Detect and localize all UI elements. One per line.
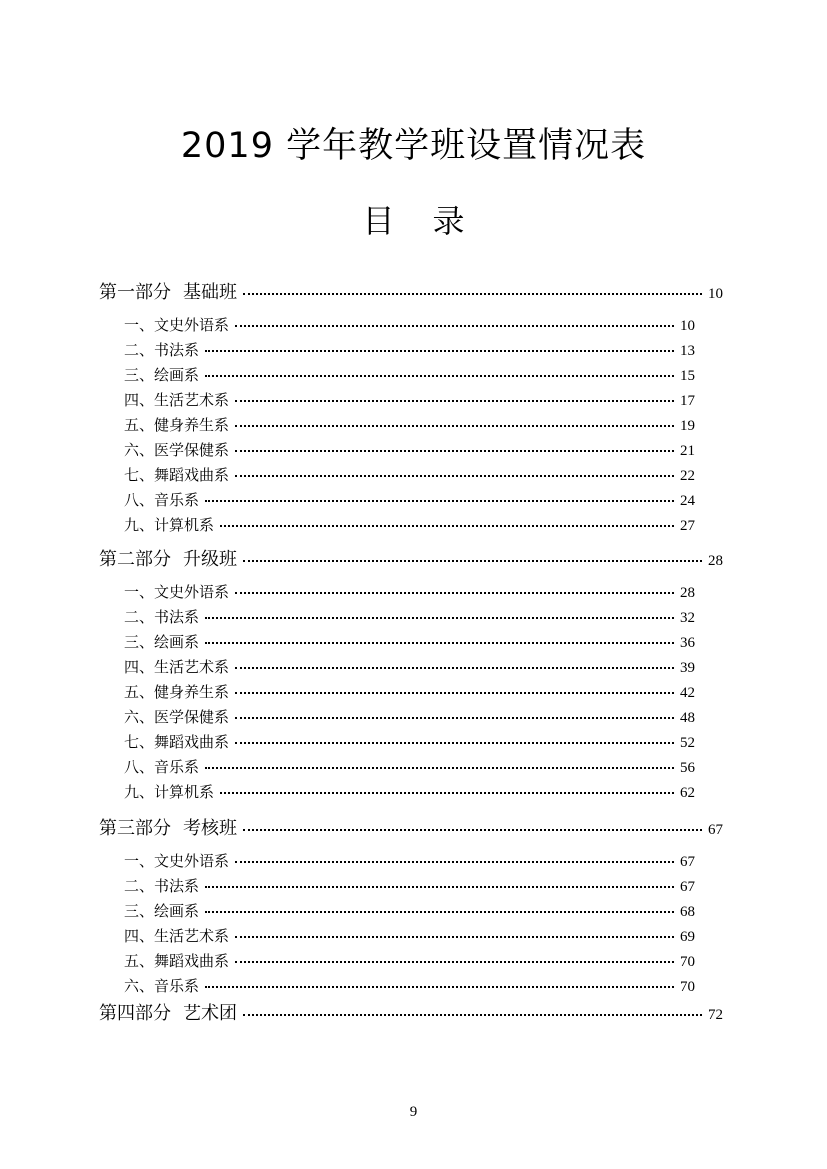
dot-leader <box>205 349 674 352</box>
dot-leader <box>243 1013 702 1016</box>
dot-leader <box>205 616 674 619</box>
toc-section-label: 九、计算机系 <box>124 783 215 801</box>
toc-section-entry[interactable] <box>124 900 695 921</box>
toc-part-page: 67 <box>708 822 723 838</box>
toc-section-label: 一、文史外语系 <box>124 852 230 870</box>
dot-leader <box>205 766 674 769</box>
toc-section-page: 27 <box>680 518 695 534</box>
dot-leader <box>235 935 674 938</box>
toc-part-number: 第三部分 <box>99 818 171 839</box>
toc-section-page: 10 <box>680 318 695 334</box>
dot-leader <box>235 324 674 327</box>
dot-leader <box>235 691 674 694</box>
toc-section-page: 32 <box>680 610 695 626</box>
toc-section-label: 五、健身养生系 <box>124 683 230 701</box>
toc-part-entry[interactable] <box>99 545 723 571</box>
toc-section-label: 四、生活艺术系 <box>124 927 230 945</box>
toc-section-page: 56 <box>680 760 695 776</box>
toc-section-page: 22 <box>680 468 695 484</box>
toc-heading: 目录 <box>362 202 503 240</box>
dot-leader <box>235 591 674 594</box>
toc-section-label: 二、书法系 <box>124 608 200 626</box>
toc-section-entry[interactable] <box>124 414 695 435</box>
toc-section-entry[interactable] <box>124 389 695 410</box>
dot-leader <box>235 399 674 402</box>
toc-section-entry[interactable] <box>124 950 695 971</box>
toc-section-entry[interactable] <box>124 339 695 360</box>
toc-section-label: 六、医学保健系 <box>124 708 230 726</box>
toc-section-entry[interactable] <box>124 925 695 946</box>
toc-section-page: 69 <box>680 929 695 945</box>
toc-section-entry[interactable] <box>124 489 695 510</box>
toc-part-label <box>99 278 237 304</box>
toc-section-label: 六、医学保健系 <box>124 441 230 459</box>
toc-section-page: 13 <box>680 343 695 359</box>
toc-section-label: 二、书法系 <box>124 341 200 359</box>
dot-leader <box>205 985 674 988</box>
toc-part-label <box>99 814 237 840</box>
toc-part-title: 基础班 <box>183 282 237 303</box>
toc-section-page: 52 <box>680 735 695 751</box>
toc-section-page: 21 <box>680 443 695 459</box>
dot-leader <box>235 860 674 863</box>
toc-section-label: 九、计算机系 <box>124 516 215 534</box>
toc-section-label: 六、音乐系 <box>124 977 200 995</box>
dot-leader <box>235 666 674 669</box>
toc-section-entry[interactable] <box>124 314 695 335</box>
toc-section-entry[interactable] <box>124 606 695 627</box>
toc-section-label: 二、书法系 <box>124 877 200 895</box>
toc-section-page: 62 <box>680 785 695 801</box>
toc-section-label: 三、绘画系 <box>124 366 200 384</box>
toc-section-page: 70 <box>680 979 695 995</box>
toc-part-label <box>99 545 237 571</box>
toc-section-entry[interactable] <box>124 514 695 535</box>
toc-section-page: 28 <box>680 585 695 601</box>
dot-leader <box>205 641 674 644</box>
toc-section-page: 19 <box>680 418 695 434</box>
toc-part-title: 考核班 <box>183 818 237 839</box>
toc-section-page: 36 <box>680 635 695 651</box>
toc-part-page: 28 <box>708 553 723 569</box>
toc-section-page: 67 <box>680 854 695 870</box>
toc-part-number: 第四部分 <box>99 1003 171 1024</box>
toc-section-label: 一、文史外语系 <box>124 583 230 601</box>
dot-leader <box>205 910 674 913</box>
toc-section-label: 八、音乐系 <box>124 758 200 776</box>
dot-leader <box>220 524 674 527</box>
toc-section-entry[interactable] <box>124 781 695 802</box>
toc-section-entry[interactable] <box>124 631 695 652</box>
toc-part-title: 艺术团 <box>183 1003 237 1024</box>
toc-part-page: 10 <box>708 286 723 302</box>
toc-section-entry[interactable] <box>124 439 695 460</box>
toc-section-entry[interactable] <box>124 364 695 385</box>
dot-leader <box>205 499 674 502</box>
dot-leader <box>235 449 674 452</box>
toc-section-label: 三、绘画系 <box>124 902 200 920</box>
toc-part-entry[interactable] <box>99 278 723 304</box>
toc-section-entry[interactable] <box>124 756 695 777</box>
toc-section-entry[interactable] <box>124 850 695 871</box>
dot-leader <box>235 424 674 427</box>
toc-part-number: 第一部分 <box>99 282 171 303</box>
toc-section-label: 一、文史外语系 <box>124 316 230 334</box>
toc-section-entry[interactable] <box>124 656 695 677</box>
toc-section-label: 三、绘画系 <box>124 633 200 651</box>
toc-section-label: 七、舞蹈戏曲系 <box>124 466 230 484</box>
dot-leader <box>243 828 702 831</box>
toc-section-page: 42 <box>680 685 695 701</box>
dot-leader <box>205 374 674 377</box>
dot-leader <box>235 960 674 963</box>
toc-section-page: 67 <box>680 879 695 895</box>
toc-section-label: 八、音乐系 <box>124 491 200 509</box>
toc-section-entry[interactable] <box>124 681 695 702</box>
dot-leader <box>220 791 674 794</box>
dot-leader <box>235 741 674 744</box>
toc-section-entry[interactable] <box>124 464 695 485</box>
toc-section-page: 17 <box>680 393 695 409</box>
toc-section-page: 48 <box>680 710 695 726</box>
toc-section-label: 四、生活艺术系 <box>124 391 230 409</box>
toc-part-label <box>99 999 237 1025</box>
toc-section-entry[interactable] <box>124 581 695 602</box>
dot-leader <box>235 474 674 477</box>
toc-part-page: 72 <box>708 1007 723 1023</box>
toc-part-number: 第二部分 <box>99 549 171 570</box>
toc-section-page: 68 <box>680 904 695 920</box>
dot-leader <box>235 716 674 719</box>
document-title: 2019 学年教学班设置情况表 <box>180 126 647 166</box>
toc-part-entry[interactable] <box>99 999 723 1025</box>
toc-section-label: 五、舞蹈戏曲系 <box>124 952 230 970</box>
dot-leader <box>243 292 702 295</box>
toc-section-entry[interactable] <box>124 731 695 752</box>
dot-leader <box>205 885 674 888</box>
toc-part-entry[interactable] <box>99 814 723 840</box>
toc-section-label: 四、生活艺术系 <box>124 658 230 676</box>
toc-section-label: 五、健身养生系 <box>124 416 230 434</box>
toc-part-title: 升级班 <box>183 549 237 570</box>
toc-section-page: 70 <box>680 954 695 970</box>
toc-section-page: 24 <box>680 493 695 509</box>
dot-leader <box>243 559 702 562</box>
toc-section-page: 15 <box>680 368 695 384</box>
toc-section-page: 39 <box>680 660 695 676</box>
page-number: 9 <box>409 1104 418 1120</box>
toc-section-entry[interactable] <box>124 975 695 996</box>
toc-section-label: 七、舞蹈戏曲系 <box>124 733 230 751</box>
toc-section-entry[interactable] <box>124 706 695 727</box>
toc-section-entry[interactable] <box>124 875 695 896</box>
